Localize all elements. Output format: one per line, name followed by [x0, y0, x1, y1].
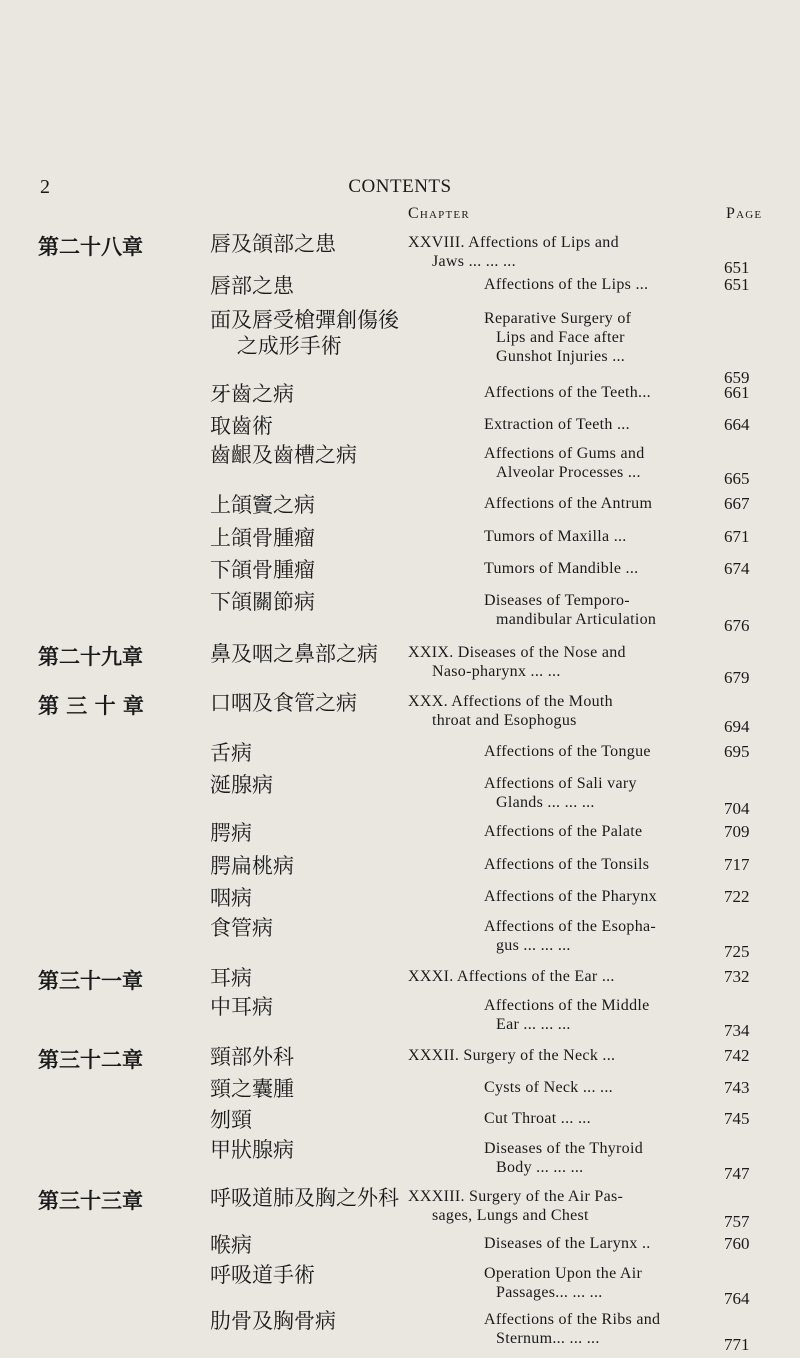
title-zh: 上頜竇之病 — [210, 493, 315, 517]
chapter-number-zh: 第三十二章 — [38, 1048, 143, 1072]
title-en — [484, 275, 714, 294]
page-ref: 695 — [724, 742, 750, 761]
title-en — [408, 1046, 713, 1065]
title-en — [484, 591, 714, 629]
title-en-line: Cut Throat ... ... — [484, 1110, 591, 1127]
title-en — [484, 774, 714, 812]
page-ref: 651 — [724, 258, 750, 277]
page-ref: 722 — [724, 887, 750, 906]
title-en — [484, 309, 714, 366]
title-zh: 取齒術 — [210, 414, 273, 438]
title-en — [484, 917, 714, 955]
title-zh: 耳病 — [210, 966, 252, 990]
running-head: CONTENTS — [348, 176, 452, 197]
title-zh: 頸部外科 — [210, 1045, 294, 1069]
title-zh: 呼吸道肺及胸之外科 — [210, 1186, 399, 1210]
title-en — [484, 822, 714, 841]
page-ref: 764 — [724, 1289, 750, 1308]
title-zh: 齒齦及齒槽之病 — [210, 443, 357, 467]
page-ref: 725 — [724, 942, 750, 961]
title-en — [484, 1310, 714, 1348]
title-en-line: Ear ... ... ... — [496, 1016, 571, 1033]
title-en-line: XXXIII. Surgery of the Air Pas- — [408, 1188, 624, 1205]
title-en-line: Glands ... ... ... — [496, 794, 595, 811]
title-en — [484, 527, 714, 546]
title-zh: 腭扁桃病 — [210, 854, 294, 878]
page-ref: 757 — [724, 1212, 750, 1231]
title-en — [408, 1187, 713, 1225]
page-ref: 676 — [724, 616, 750, 635]
title-zh: 牙齒之病 — [210, 382, 294, 406]
title-zh: 喉病 — [210, 1233, 252, 1257]
title-en-line: Tumors of Maxilla ... — [484, 528, 627, 545]
page-ref: 679 — [724, 668, 750, 687]
title-en-line: Affections of the Lips ... — [484, 276, 649, 293]
title-en — [484, 1264, 714, 1302]
title-en-line: sages, Lungs and Chest — [432, 1207, 589, 1224]
title-zh: 咽病 — [210, 886, 252, 910]
title-zh: 上頜骨腫瘤 — [210, 526, 315, 550]
title-zh: 食管病 — [210, 916, 273, 940]
title-en-line: Naso-pharynx ... ... — [432, 663, 561, 680]
title-en — [484, 996, 714, 1034]
title-zh: 鼻及咽之鼻部之病 — [210, 642, 378, 666]
title-en-line: Sternum... ... ... — [496, 1330, 600, 1347]
title-en — [484, 1109, 714, 1128]
title-en-line: Tumors of Mandible ... — [484, 560, 639, 577]
title-zh: 肋骨及胸骨病 — [210, 1309, 336, 1333]
title-en-line: Affections of the Antrum — [484, 495, 653, 512]
title-en-line: Affections of the Middle — [484, 997, 650, 1014]
page-ref: 659 — [724, 368, 750, 387]
title-en-line: Affections of the Tonsils — [484, 856, 650, 873]
column-heading-page: Page — [726, 205, 763, 222]
page-ref: 771 — [724, 1335, 750, 1354]
page-ref: 651 — [724, 275, 750, 294]
title-en-line: Diseases of Temporo- — [484, 592, 630, 609]
title-zh: 下頜骨腫瘤 — [210, 558, 315, 582]
title-en — [408, 233, 713, 271]
title-en-line: Affections of Gums and — [484, 445, 645, 462]
title-en-line: Alveolar Processes ... — [496, 464, 641, 481]
page-ref: 742 — [724, 1046, 750, 1065]
title-en — [484, 742, 714, 761]
title-zh: 涎腺病 — [210, 773, 273, 797]
title-en-line: Affections of the Tongue — [484, 743, 651, 760]
column-heading-chapter: Chapter — [408, 205, 470, 222]
title-en — [408, 692, 713, 730]
title-zh: 甲狀腺病 — [210, 1138, 294, 1162]
title-en-line: Jaws ... ... ... — [432, 253, 516, 270]
title-en — [408, 967, 713, 986]
page-ref: 671 — [724, 527, 750, 546]
title-en-line: Body ... ... ... — [496, 1159, 584, 1176]
title-en-line: Affections of the Esopha- — [484, 918, 657, 935]
page-number: 2 — [40, 176, 50, 198]
page-ref: 704 — [724, 799, 750, 818]
title-en-line: Reparative Surgery of — [484, 310, 632, 327]
page-ref: 694 — [724, 717, 750, 736]
title-en-line: XXX. Affections of the Mouth — [408, 693, 613, 710]
page-ref: 661 — [724, 383, 750, 402]
title-zh: 下頜關節病 — [210, 590, 315, 614]
title-en-line: Diseases of the Larynx .. — [484, 1235, 651, 1252]
title-en-line: Operation Upon the Air — [484, 1265, 643, 1282]
title-zh: 口咽及食管之病 — [210, 691, 357, 715]
page-ref: 664 — [724, 415, 750, 434]
page-ref: 667 — [724, 494, 750, 513]
chapter-number-zh: 第三十一章 — [38, 969, 143, 993]
title-zh: 唇部之患 — [210, 274, 294, 298]
title-en — [484, 383, 714, 402]
title-en-line: Affections of the Teeth... — [484, 384, 651, 401]
title-en-line: mandibular Articulation — [496, 611, 657, 628]
title-en-line: Extraction of Teeth ... — [484, 416, 630, 433]
title-en — [484, 415, 714, 434]
page-ref: 732 — [724, 967, 750, 986]
page-ref: 734 — [724, 1021, 750, 1040]
title-en-line: Passages... ... ... — [496, 1284, 603, 1301]
page-ref: 745 — [724, 1109, 750, 1128]
title-en — [484, 559, 714, 578]
title-zh: 頸之囊腫 — [210, 1077, 294, 1101]
page-ref: 743 — [724, 1078, 750, 1097]
title-zh: 唇及頜部之患 — [210, 232, 336, 256]
title-en-line: Lips and Face after — [496, 329, 625, 346]
chapter-number-zh: 第二十八章 — [38, 235, 143, 259]
title-en — [484, 1139, 714, 1177]
title-en-line: Affections of the Ribs and — [484, 1311, 661, 1328]
title-en-line: Affections of the Palate — [484, 823, 643, 840]
chapter-number-zh: 第三十三章 — [38, 1189, 143, 1213]
chapter-number-zh: 第 三 十 章 — [38, 694, 144, 718]
title-en-line: throat and Esophogus — [432, 712, 577, 729]
title-zh: 腭病 — [210, 821, 252, 845]
title-en-line: XXXI. Affections of the Ear ... — [408, 968, 615, 985]
title-en-line: XXXII. Surgery of the Neck ... — [408, 1047, 616, 1064]
title-en — [484, 444, 714, 482]
title-en-line: Diseases of the Thyroid — [484, 1140, 644, 1157]
title-zh: 中耳病 — [210, 995, 273, 1019]
page-ref: 665 — [724, 469, 750, 488]
title-en — [484, 1078, 714, 1097]
title-en-line: XXVIII. Affections of Lips and — [408, 234, 619, 251]
title-en — [484, 887, 714, 906]
title-en — [484, 855, 714, 874]
title-en-line: gus ... ... ... — [496, 937, 571, 954]
title-zh: 呼吸道手術 — [210, 1263, 315, 1287]
page-ref: 717 — [724, 855, 750, 874]
page-ref: 674 — [724, 559, 750, 578]
chapter-number-zh: 第二十九章 — [38, 645, 143, 669]
title-en-line: Affections of Sali vary — [484, 775, 637, 792]
page-ref: 709 — [724, 822, 750, 841]
title-en — [408, 643, 713, 681]
title-en-line: Affections of the Pharynx — [484, 888, 657, 905]
page-ref: 760 — [724, 1234, 750, 1253]
title-en-line: Gunshot Injuries ... — [496, 348, 626, 365]
title-zh: 刎頸 — [210, 1108, 252, 1132]
title-zh: 面及唇受槍彈創傷後 之成形手術 — [210, 308, 399, 358]
title-zh: 舌病 — [210, 741, 252, 765]
title-en-line: Cysts of Neck ... ... — [484, 1079, 613, 1096]
title-en — [484, 494, 714, 513]
title-en — [484, 1234, 714, 1253]
page-ref: 747 — [724, 1164, 750, 1183]
title-en-line: XXIX. Diseases of the Nose and — [408, 644, 626, 661]
